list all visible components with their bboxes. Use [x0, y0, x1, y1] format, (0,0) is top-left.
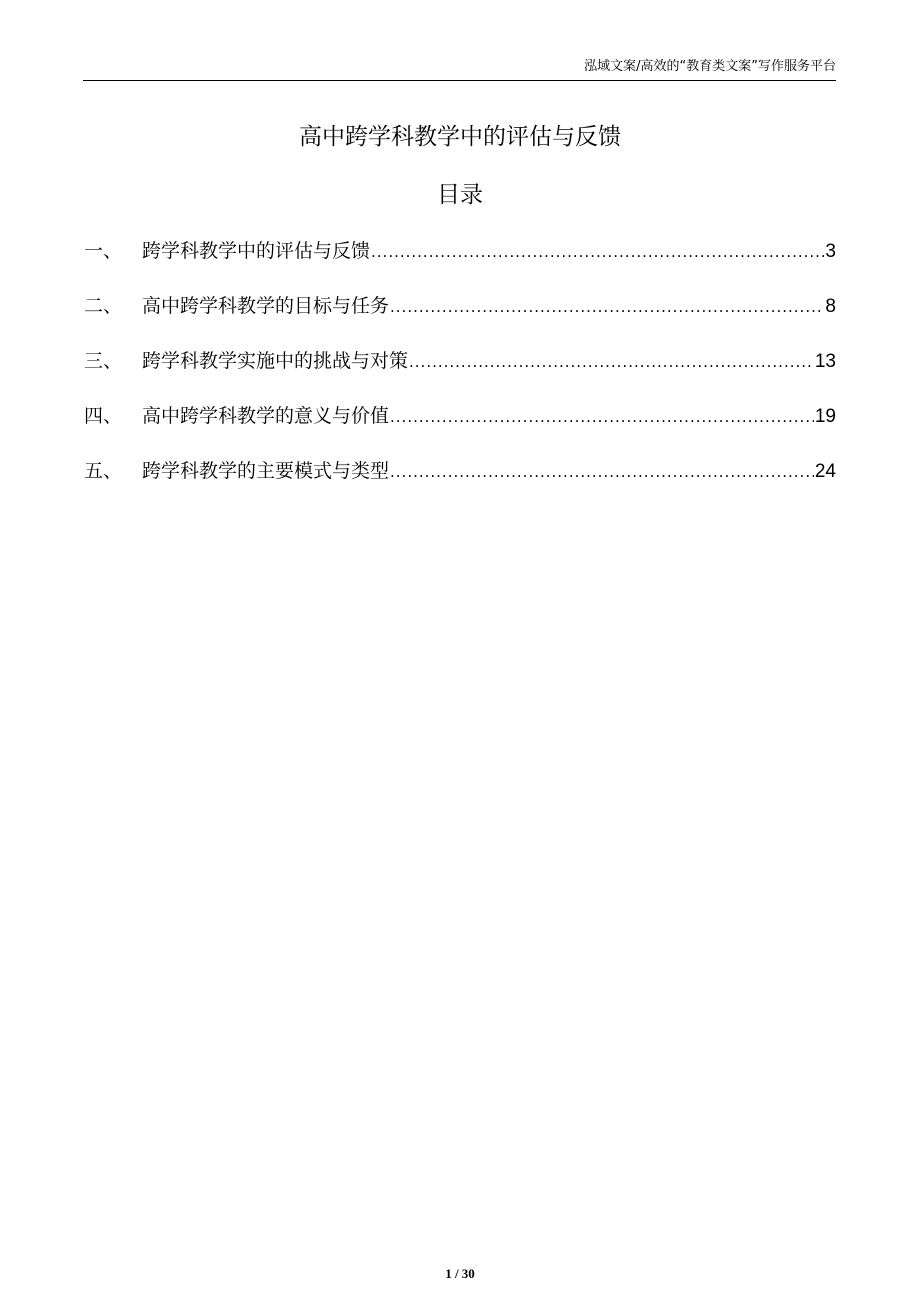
header-divider	[83, 80, 836, 81]
toc-entry-page: 13	[814, 351, 836, 372]
toc-entry-5[interactable]	[84, 455, 836, 510]
toc-entry-number: 二、	[84, 295, 123, 317]
toc-entry-page: 24	[814, 461, 836, 482]
toc-entry-text: 高中跨学科教学的意义与价值	[142, 405, 390, 427]
toc-entry-3[interactable]	[84, 345, 836, 400]
toc-entry-text: 跨学科教学中的评估与反馈	[142, 240, 371, 262]
toc-dot-leader	[390, 456, 814, 488]
toc-dot-leader	[371, 236, 824, 268]
toc-entry-number: 一、	[84, 240, 123, 262]
toc-entry-text: 高中跨学科教学的目标与任务	[142, 295, 390, 317]
table-of-contents	[84, 235, 836, 510]
toc-entry-page: 19	[814, 406, 836, 427]
toc-dot-leader	[390, 401, 814, 433]
toc-entry-text: 跨学科教学的主要模式与类型	[142, 460, 390, 482]
page-header: 泓域文案/高效的“教育类文案”写作服务平台	[584, 59, 836, 74]
toc-entry-page: 8	[825, 296, 836, 317]
toc-dot-leader	[409, 346, 814, 378]
toc-title: 目录	[437, 182, 483, 208]
toc-entry-1[interactable]	[84, 235, 836, 290]
toc-entry-text: 跨学科教学实施中的挑战与对策	[142, 350, 409, 372]
page-number: 1 / 30	[445, 1266, 475, 1281]
toc-entry-4[interactable]	[84, 400, 836, 455]
document-title: 高中跨学科教学中的评估与反馈	[299, 124, 621, 150]
toc-entry-2[interactable]	[84, 290, 836, 345]
toc-dot-leader	[390, 291, 824, 323]
toc-entry-number: 三、	[84, 350, 123, 372]
toc-entry-page: 3	[825, 241, 836, 262]
toc-entry-number: 五、	[84, 460, 123, 482]
toc-entry-number: 四、	[84, 405, 123, 427]
